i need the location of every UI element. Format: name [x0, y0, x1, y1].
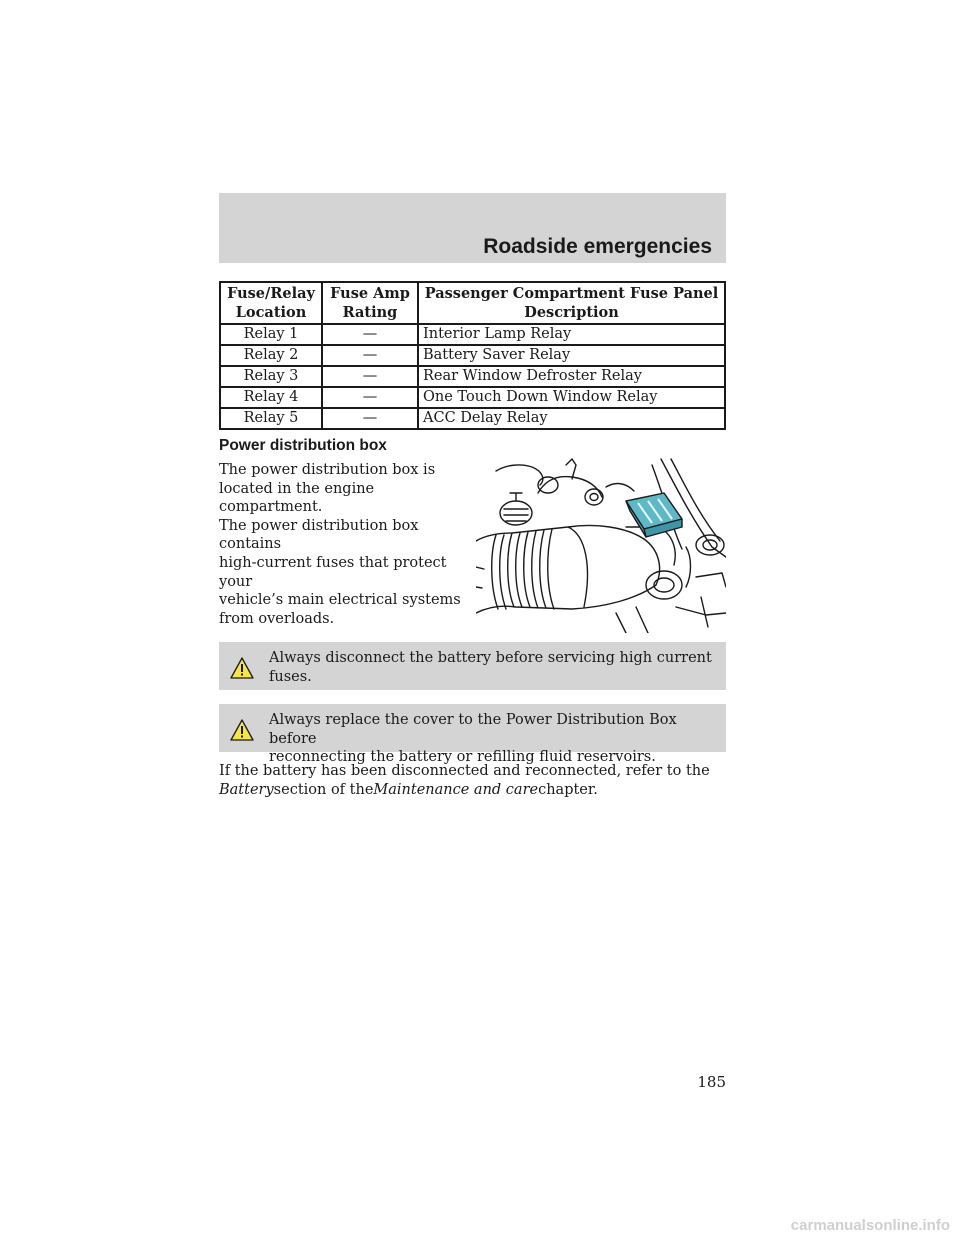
intro-paragraph: [219, 461, 464, 628]
text-line: from overloads.: [219, 610, 335, 627]
cell-location: Relay 1: [220, 324, 322, 345]
warning-text: [269, 711, 714, 767]
engine-compartment-illustration: [476, 457, 726, 633]
cell-amp-rating: —: [322, 387, 418, 408]
table-header-row: [220, 282, 725, 324]
text-line: located in the engine compartment.: [219, 480, 375, 516]
cell-description: Battery Saver Relay: [418, 345, 725, 366]
text-line: reconnecting the battery or refilling fluid reservoirs.: [269, 749, 656, 766]
cross-reference-battery: Battery: [219, 781, 274, 798]
cell-location: Relay 5: [220, 408, 322, 429]
fuse-relay-table: [219, 281, 726, 430]
cell-description: Rear Window Defroster Relay: [418, 366, 725, 387]
column-header-amp-rating: Fuse Amp Rating: [322, 282, 418, 324]
text-fragment: chapter.: [538, 781, 598, 798]
section-heading: Power distribution box: [219, 437, 387, 454]
text-line: fuses.: [269, 668, 312, 685]
text-line: The power distribution box is: [219, 462, 436, 478]
column-header-location: Fuse/Relay Location: [220, 282, 322, 324]
cell-amp-rating: —: [322, 345, 418, 366]
warning-text: [269, 649, 714, 686]
text-line: [219, 781, 726, 800]
header-band: [219, 193, 726, 263]
cell-description: Interior Lamp Relay: [418, 324, 725, 345]
cell-amp-rating: —: [322, 366, 418, 387]
cell-description: One Touch Down Window Relay: [418, 387, 725, 408]
warning-triangle-icon: [229, 656, 255, 680]
text-line: If the battery has been disconnected and reconnected, refer to the: [219, 763, 710, 779]
table-row: [220, 408, 725, 429]
cell-amp-rating: —: [322, 408, 418, 429]
cell-location: Relay 4: [220, 387, 322, 408]
watermark-text: carmanualsonline.info: [790, 1217, 950, 1234]
page-number: 185: [697, 1073, 726, 1091]
column-header-description: Passenger Compartment Fuse Panel Description: [418, 282, 725, 324]
table-row: [220, 366, 725, 387]
cross-reference-chapter: Maintenance and care: [373, 781, 539, 798]
table-row: [220, 345, 725, 366]
text-line: Always replace the cover to the Power Distribution Box before: [269, 712, 677, 747]
text-line: vehicle’s main electrical systems: [219, 592, 461, 609]
watermark: [0, 1208, 960, 1242]
text-line: Always disconnect the battery before servicing high current: [269, 650, 712, 666]
page-title: Roadside emergencies: [483, 235, 712, 258]
cell-location: Relay 2: [220, 345, 322, 366]
table-row: [220, 324, 725, 345]
text-line: The power distribution box contains: [219, 517, 419, 553]
cell-amp-rating: —: [322, 324, 418, 345]
table-row: [220, 387, 725, 408]
closing-paragraph: [219, 762, 726, 799]
text-line: high-current fuses that protect your: [219, 554, 447, 590]
cell-description: ACC Delay Relay: [418, 408, 725, 429]
warning-triangle-icon: [229, 718, 255, 742]
cell-location: Relay 3: [220, 366, 322, 387]
warning-box: [219, 642, 726, 690]
text-fragment: section of the: [273, 781, 374, 798]
warning-box: [219, 704, 726, 766]
